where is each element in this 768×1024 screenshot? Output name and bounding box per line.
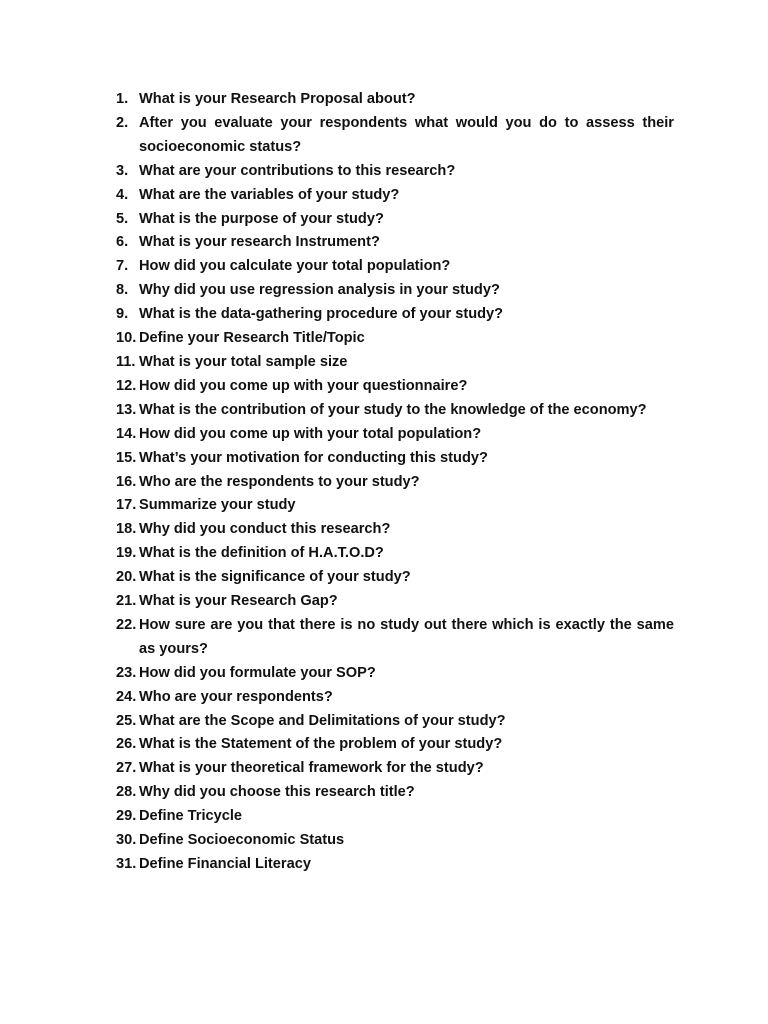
question-number: 25.	[116, 712, 137, 729]
question-item	[116, 829, 674, 853]
question-item	[116, 471, 674, 495]
question-item	[116, 351, 674, 375]
question-text: Summarize your study	[139, 497, 296, 514]
question-number: 8.	[116, 282, 129, 299]
question-item	[116, 614, 674, 662]
question-text: How did you come up with your total population?	[139, 425, 482, 442]
question-item	[116, 160, 674, 184]
question-number: 9.	[116, 306, 129, 323]
question-number: 2.	[116, 114, 129, 131]
question-number: 31.	[116, 856, 137, 872]
question-number: 21.	[116, 593, 137, 610]
question-number: 12.	[116, 377, 137, 394]
question-item	[116, 853, 674, 877]
question-text: Define Financial Literacy	[139, 856, 311, 872]
question-number: 5.	[116, 210, 129, 227]
question-number: 10.	[116, 330, 137, 347]
question-item	[116, 112, 674, 160]
question-number: 6.	[116, 234, 129, 251]
question-item	[116, 255, 674, 279]
question-number: 18.	[116, 521, 137, 538]
question-text: Why did you choose this research title?	[139, 784, 415, 801]
question-text: Why did you use regression analysis in your study?	[139, 282, 500, 299]
question-text: What is your Research Proposal about?	[139, 91, 416, 107]
question-text: What is the significance of your study?	[139, 569, 411, 586]
question-text: Why did you conduct this research?	[139, 521, 391, 538]
question-text: After you evaluate your respondents what would you do to assess their socioeconomic status?	[139, 114, 674, 155]
question-number: 29.	[116, 808, 137, 825]
question-text: How did you calculate your total population?	[139, 258, 451, 275]
question-number: 19.	[116, 545, 137, 562]
question-item	[116, 542, 674, 566]
question-item	[116, 208, 674, 232]
question-number: 16.	[116, 473, 137, 490]
question-text: What is the data-gathering procedure of your study?	[139, 306, 504, 323]
question-text: What are the variables of your study?	[139, 186, 400, 203]
question-list	[116, 88, 674, 877]
question-number: 28.	[116, 784, 137, 801]
question-number: 3.	[116, 162, 129, 179]
question-number: 17.	[116, 497, 137, 514]
question-number: 20.	[116, 569, 137, 586]
question-text: Who are your respondents?	[139, 688, 333, 705]
question-number: 22.	[116, 616, 137, 633]
question-number: 15.	[116, 449, 137, 466]
question-text: How did you formulate your SOP?	[139, 664, 376, 681]
question-item	[116, 518, 674, 542]
question-text: What is the contribution of your study to the knowledge of the economy?	[139, 401, 647, 418]
question-number: 7.	[116, 258, 129, 275]
question-item	[116, 399, 674, 423]
question-text: What is your research Instrument?	[139, 234, 380, 251]
question-item	[116, 566, 674, 590]
question-number: 30.	[116, 832, 137, 849]
question-text: What is the purpose of your study?	[139, 210, 384, 227]
question-item	[116, 757, 674, 781]
question-item	[116, 375, 674, 399]
question-text: What is the Statement of the problem of your study?	[139, 736, 503, 753]
question-item	[116, 184, 674, 208]
question-item	[116, 327, 674, 351]
question-number: 1.	[116, 91, 129, 107]
question-item	[116, 662, 674, 686]
question-number: 14.	[116, 425, 137, 442]
question-item	[116, 805, 674, 829]
question-item	[116, 494, 674, 518]
question-number: 4.	[116, 186, 129, 203]
question-number: 13.	[116, 401, 137, 418]
question-number: 11.	[116, 353, 136, 370]
question-text: What is the definition of H.A.T.O.D?	[139, 545, 384, 562]
question-item	[116, 733, 674, 757]
question-item	[116, 590, 674, 614]
question-item	[116, 781, 674, 805]
question-item	[116, 303, 674, 327]
question-text: Define Socioeconomic Status	[139, 832, 345, 849]
question-text: What is your total sample size	[139, 353, 348, 370]
question-number: 26.	[116, 736, 137, 753]
question-text: What are your contributions to this research?	[139, 162, 456, 179]
question-text: What is your Research Gap?	[139, 593, 338, 610]
question-item	[116, 686, 674, 710]
question-text: How sure are you that there is no study out there which is exactly the same as yours?	[139, 616, 674, 657]
question-number: 24.	[116, 688, 137, 705]
question-text: Define Tricycle	[139, 808, 243, 825]
question-text: What is your theoretical framework for the study?	[139, 760, 484, 777]
question-text: How did you come up with your questionnaire?	[139, 377, 468, 394]
question-item	[116, 447, 674, 471]
question-text: Who are the respondents to your study?	[139, 473, 420, 490]
question-number: 27.	[116, 760, 137, 777]
question-item	[116, 423, 674, 447]
question-item	[116, 231, 674, 255]
question-item	[116, 88, 674, 112]
question-item	[116, 279, 674, 303]
question-text: What’s your motivation for conducting this study?	[139, 449, 488, 466]
question-text: What are the Scope and Delimitations of your study?	[139, 712, 506, 729]
question-item	[116, 710, 674, 734]
question-text: Define your Research Title/Topic	[139, 330, 365, 347]
question-number: 23.	[116, 664, 137, 681]
